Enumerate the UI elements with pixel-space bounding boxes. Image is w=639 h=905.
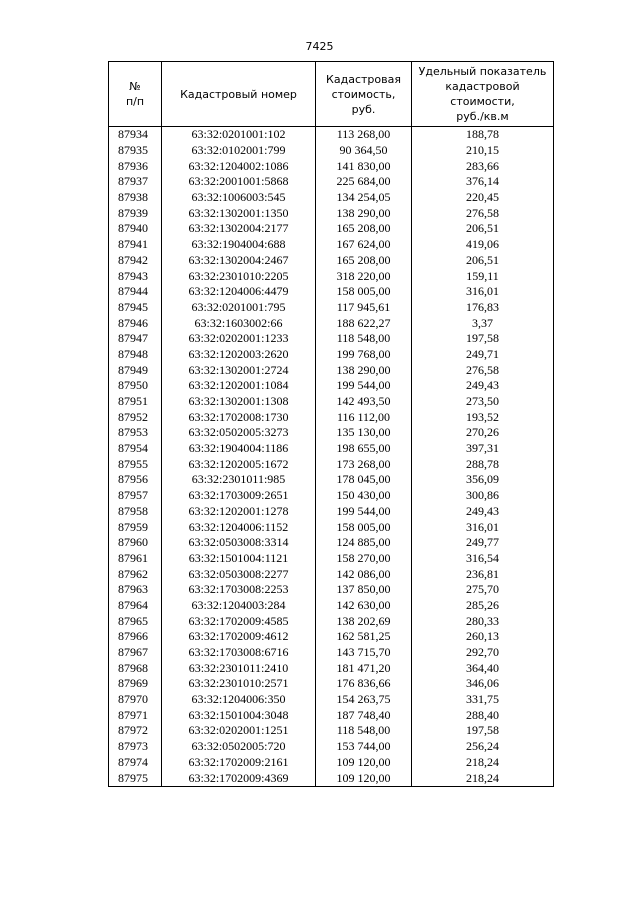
specific-value-cell: 331,75 <box>412 692 554 708</box>
cadastral-value-cell: 90 364,50 <box>316 143 412 159</box>
cadastral-value-cell: 150 430,00 <box>316 488 412 504</box>
cadastral-number-cell: 63:32:0503008:2277 <box>162 566 316 582</box>
table-row <box>109 755 554 771</box>
table-row <box>109 535 554 551</box>
cadastral-number-cell: 63:32:2301010:2205 <box>162 268 316 284</box>
cadastral-value-cell: 154 263,75 <box>316 692 412 708</box>
table-row <box>109 456 554 472</box>
row-number-cell: 87954 <box>109 441 162 457</box>
row-number-cell: 87966 <box>109 629 162 645</box>
table-row <box>109 378 554 394</box>
table-row <box>109 551 554 567</box>
cadastral-value-cell: 225 684,00 <box>316 174 412 190</box>
cadastral-number-cell: 63:32:0502005:3273 <box>162 425 316 441</box>
header-cadastral-value: Кадастровая стоимость, руб. <box>316 62 412 127</box>
cadastral-value-cell: 137 850,00 <box>316 582 412 598</box>
specific-value-cell: 276,58 <box>412 205 554 221</box>
specific-value-cell: 197,58 <box>412 331 554 347</box>
table-row <box>109 707 554 723</box>
cadastral-value-cell: 158 270,00 <box>316 551 412 567</box>
specific-value-cell: 316,54 <box>412 551 554 567</box>
cadastral-number-cell: 63:32:1006003:545 <box>162 190 316 206</box>
specific-value-cell: 249,71 <box>412 347 554 363</box>
row-number-cell: 87972 <box>109 723 162 739</box>
cadastral-number-cell: 63:32:1202001:1084 <box>162 378 316 394</box>
cadastral-number-cell: 63:32:0202001:1233 <box>162 331 316 347</box>
specific-value-cell: 273,50 <box>412 394 554 410</box>
cadastral-number-cell: 63:32:1603002:66 <box>162 315 316 331</box>
row-number-cell: 87960 <box>109 535 162 551</box>
table-row <box>109 660 554 676</box>
cadastral-value-cell: 176 836,66 <box>316 676 412 692</box>
table-row <box>109 613 554 629</box>
table-row <box>109 331 554 347</box>
row-number-cell: 87939 <box>109 205 162 221</box>
cadastral-value-cell: 167 624,00 <box>316 237 412 253</box>
specific-value-cell: 346,06 <box>412 676 554 692</box>
table-row <box>109 315 554 331</box>
row-number-cell: 87942 <box>109 253 162 269</box>
cadastral-value-cell: 117 945,61 <box>316 300 412 316</box>
table-row <box>109 394 554 410</box>
cadastral-number-cell: 63:32:1702008:1730 <box>162 409 316 425</box>
table-row <box>109 676 554 692</box>
page-number: 7425 <box>305 40 334 53</box>
table-row <box>109 472 554 488</box>
specific-value-cell: 3,37 <box>412 315 554 331</box>
table-row <box>109 488 554 504</box>
cadastral-number-cell: 63:32:1501004:3048 <box>162 707 316 723</box>
specific-value-cell: 220,45 <box>412 190 554 206</box>
table-row <box>109 519 554 535</box>
table-row <box>109 347 554 363</box>
cadastral-value-cell: 134 254,05 <box>316 190 412 206</box>
row-number-cell: 87945 <box>109 300 162 316</box>
specific-value-cell: 288,78 <box>412 456 554 472</box>
cadastral-number-cell: 63:32:1702009:4369 <box>162 770 316 786</box>
specific-value-cell: 206,51 <box>412 221 554 237</box>
cadastral-value-cell: 141 830,00 <box>316 158 412 174</box>
specific-value-cell: 197,58 <box>412 723 554 739</box>
cadastral-number-cell: 63:32:1302001:1308 <box>162 394 316 410</box>
cadastral-number-cell: 63:32:1204002:1086 <box>162 158 316 174</box>
row-number-cell: 87953 <box>109 425 162 441</box>
row-number-cell: 87962 <box>109 566 162 582</box>
cadastral-number-cell: 63:32:1501004:1121 <box>162 551 316 567</box>
table-row <box>109 205 554 221</box>
cadastral-value-cell: 199 544,00 <box>316 504 412 520</box>
row-number-cell: 87963 <box>109 582 162 598</box>
table-row <box>109 504 554 520</box>
cadastral-number-cell: 63:32:1703009:2651 <box>162 488 316 504</box>
cadastral-value-cell: 142 086,00 <box>316 566 412 582</box>
cadastral-number-cell: 63:32:1302004:2177 <box>162 221 316 237</box>
cadastral-number-cell: 63:32:2301010:2571 <box>162 676 316 692</box>
specific-value-cell: 249,77 <box>412 535 554 551</box>
table-body <box>109 127 554 787</box>
cadastral-number-cell: 63:32:1703008:6716 <box>162 645 316 661</box>
cadastral-value-cell: 116 112,00 <box>316 409 412 425</box>
row-number-cell: 87971 <box>109 707 162 723</box>
cadastral-value-cell: 118 548,00 <box>316 723 412 739</box>
cadastral-value-cell: 118 548,00 <box>316 331 412 347</box>
cadastral-value-cell: 109 120,00 <box>316 770 412 786</box>
cadastral-value-cell: 199 768,00 <box>316 347 412 363</box>
specific-value-cell: 218,24 <box>412 770 554 786</box>
cadastral-value-cell: 318 220,00 <box>316 268 412 284</box>
specific-value-cell: 193,52 <box>412 409 554 425</box>
cadastral-number-cell: 63:32:2001001:5868 <box>162 174 316 190</box>
table-row <box>109 441 554 457</box>
specific-value-cell: 285,26 <box>412 598 554 614</box>
table-row <box>109 221 554 237</box>
row-number-cell: 87934 <box>109 127 162 143</box>
cadastral-value-cell: 188 622,27 <box>316 315 412 331</box>
cadastral-value-cell: 158 005,00 <box>316 519 412 535</box>
cadastral-value-cell: 113 268,00 <box>316 127 412 143</box>
row-number-cell: 87935 <box>109 143 162 159</box>
cadastral-number-cell: 63:32:1703008:2253 <box>162 582 316 598</box>
row-number-cell: 87948 <box>109 347 162 363</box>
specific-value-cell: 249,43 <box>412 504 554 520</box>
row-number-cell: 87950 <box>109 378 162 394</box>
specific-value-cell: 276,58 <box>412 362 554 378</box>
row-number-cell: 87958 <box>109 504 162 520</box>
specific-value-cell: 210,15 <box>412 143 554 159</box>
cadastral-number-cell: 63:32:1904004:688 <box>162 237 316 253</box>
table-row <box>109 739 554 755</box>
specific-value-cell: 260,13 <box>412 629 554 645</box>
specific-value-cell: 218,24 <box>412 755 554 771</box>
cadastral-table <box>108 61 554 787</box>
cadastral-number-cell: 63:32:1302001:1350 <box>162 205 316 221</box>
row-number-cell: 87940 <box>109 221 162 237</box>
row-number-cell: 87949 <box>109 362 162 378</box>
table-row <box>109 770 554 786</box>
specific-value-cell: 376,14 <box>412 174 554 190</box>
table-row <box>109 253 554 269</box>
specific-value-cell: 288,40 <box>412 707 554 723</box>
table-row <box>109 566 554 582</box>
specific-value-cell: 316,01 <box>412 284 554 300</box>
row-number-cell: 87946 <box>109 315 162 331</box>
row-number-cell: 87952 <box>109 409 162 425</box>
cadastral-number-cell: 63:32:0102001:799 <box>162 143 316 159</box>
row-number-cell: 87937 <box>109 174 162 190</box>
cadastral-value-cell: 187 748,40 <box>316 707 412 723</box>
table-header-row <box>109 62 554 127</box>
table-row <box>109 582 554 598</box>
cadastral-value-cell: 142 493,50 <box>316 394 412 410</box>
table-row <box>109 300 554 316</box>
table-row <box>109 645 554 661</box>
specific-value-cell: 292,70 <box>412 645 554 661</box>
cadastral-value-cell: 198 655,00 <box>316 441 412 457</box>
table-row <box>109 143 554 159</box>
cadastral-value-cell: 143 715,70 <box>316 645 412 661</box>
table-row <box>109 268 554 284</box>
table-row <box>109 409 554 425</box>
header-row-number: № п/п <box>109 62 162 127</box>
cadastral-value-cell: 178 045,00 <box>316 472 412 488</box>
cadastral-number-cell: 63:32:1702009:4585 <box>162 613 316 629</box>
row-number-cell: 87968 <box>109 660 162 676</box>
table-row <box>109 237 554 253</box>
row-number-cell: 87959 <box>109 519 162 535</box>
specific-value-cell: 176,83 <box>412 300 554 316</box>
row-number-cell: 87951 <box>109 394 162 410</box>
row-number-cell: 87964 <box>109 598 162 614</box>
cadastral-value-cell: 165 208,00 <box>316 221 412 237</box>
row-number-cell: 87957 <box>109 488 162 504</box>
specific-value-cell: 206,51 <box>412 253 554 269</box>
header-cadastral-number: Кадастровый номер <box>162 62 316 127</box>
cadastral-number-cell: 63:32:0201001:795 <box>162 300 316 316</box>
cadastral-value-cell: 142 630,00 <box>316 598 412 614</box>
specific-value-cell: 270,26 <box>412 425 554 441</box>
specific-value-cell: 249,43 <box>412 378 554 394</box>
table-row <box>109 362 554 378</box>
row-number-cell: 87947 <box>109 331 162 347</box>
specific-value-cell: 280,33 <box>412 613 554 629</box>
row-number-cell: 87965 <box>109 613 162 629</box>
row-number-cell: 87974 <box>109 755 162 771</box>
cadastral-value-cell: 199 544,00 <box>316 378 412 394</box>
table-row <box>109 174 554 190</box>
cadastral-number-cell: 63:32:1702009:4612 <box>162 629 316 645</box>
cadastral-number-cell: 63:32:0502005:720 <box>162 739 316 755</box>
cadastral-number-cell: 63:32:1302004:2467 <box>162 253 316 269</box>
specific-value-cell: 316,01 <box>412 519 554 535</box>
row-number-cell: 87944 <box>109 284 162 300</box>
specific-value-cell: 159,11 <box>412 268 554 284</box>
table-row <box>109 284 554 300</box>
cadastral-value-cell: 124 885,00 <box>316 535 412 551</box>
specific-value-cell: 419,06 <box>412 237 554 253</box>
row-number-cell: 87943 <box>109 268 162 284</box>
cadastral-value-cell: 135 130,00 <box>316 425 412 441</box>
table-row <box>109 629 554 645</box>
cadastral-value-cell: 173 268,00 <box>316 456 412 472</box>
cadastral-value-cell: 138 202,69 <box>316 613 412 629</box>
cadastral-number-cell: 63:32:1702009:2161 <box>162 755 316 771</box>
row-number-cell: 87941 <box>109 237 162 253</box>
table-row <box>109 425 554 441</box>
cadastral-number-cell: 63:32:0202001:1251 <box>162 723 316 739</box>
specific-value-cell: 397,31 <box>412 441 554 457</box>
header-specific-value: Удельный показатель кадастровой стоимости, руб./кв.м <box>412 62 554 127</box>
table-row <box>109 723 554 739</box>
table-row <box>109 598 554 614</box>
cadastral-value-cell: 109 120,00 <box>316 755 412 771</box>
specific-value-cell: 283,66 <box>412 158 554 174</box>
cadastral-number-cell: 63:32:1204003:284 <box>162 598 316 614</box>
cadastral-number-cell: 63:32:0201001:102 <box>162 127 316 143</box>
row-number-cell: 87970 <box>109 692 162 708</box>
cadastral-number-cell: 63:32:1202001:1278 <box>162 504 316 520</box>
row-number-cell: 87936 <box>109 158 162 174</box>
cadastral-value-cell: 138 290,00 <box>316 205 412 221</box>
specific-value-cell: 364,40 <box>412 660 554 676</box>
cadastral-value-cell: 138 290,00 <box>316 362 412 378</box>
cadastral-number-cell: 63:32:1204006:1152 <box>162 519 316 535</box>
row-number-cell: 87973 <box>109 739 162 755</box>
row-number-cell: 87975 <box>109 770 162 786</box>
cadastral-value-cell: 165 208,00 <box>316 253 412 269</box>
cadastral-number-cell: 63:32:1202005:1672 <box>162 456 316 472</box>
cadastral-number-cell: 63:32:1204006:350 <box>162 692 316 708</box>
cadastral-number-cell: 63:32:1904004:1186 <box>162 441 316 457</box>
cadastral-value-cell: 153 744,00 <box>316 739 412 755</box>
row-number-cell: 87956 <box>109 472 162 488</box>
cadastral-number-cell: 63:32:2301011:2410 <box>162 660 316 676</box>
specific-value-cell: 188,78 <box>412 127 554 143</box>
cadastral-number-cell: 63:32:0503008:3314 <box>162 535 316 551</box>
cadastral-value-cell: 158 005,00 <box>316 284 412 300</box>
row-number-cell: 87961 <box>109 551 162 567</box>
cadastral-value-cell: 162 581,25 <box>316 629 412 645</box>
row-number-cell: 87938 <box>109 190 162 206</box>
table-row <box>109 190 554 206</box>
cadastral-number-cell: 63:32:1204006:4479 <box>162 284 316 300</box>
specific-value-cell: 300,86 <box>412 488 554 504</box>
cadastral-number-cell: 63:32:2301011:985 <box>162 472 316 488</box>
cadastral-number-cell: 63:32:1202003:2620 <box>162 347 316 363</box>
specific-value-cell: 256,24 <box>412 739 554 755</box>
specific-value-cell: 356,09 <box>412 472 554 488</box>
table-row <box>109 158 554 174</box>
specific-value-cell: 236,81 <box>412 566 554 582</box>
cadastral-number-cell: 63:32:1302001:2724 <box>162 362 316 378</box>
table-row <box>109 692 554 708</box>
specific-value-cell: 275,70 <box>412 582 554 598</box>
row-number-cell: 87955 <box>109 456 162 472</box>
row-number-cell: 87967 <box>109 645 162 661</box>
row-number-cell: 87969 <box>109 676 162 692</box>
cadastral-value-cell: 181 471,20 <box>316 660 412 676</box>
table-row <box>109 127 554 143</box>
